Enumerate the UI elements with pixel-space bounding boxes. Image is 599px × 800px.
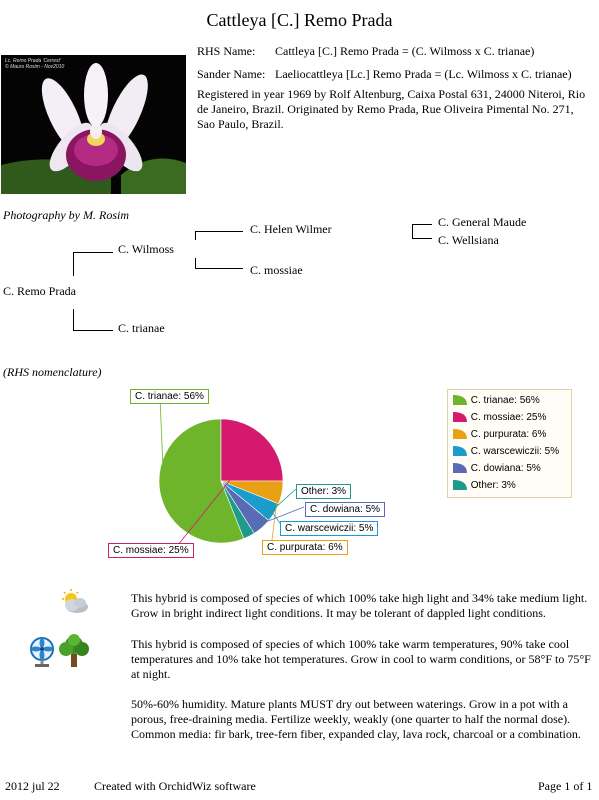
legend-swatch bbox=[452, 394, 468, 406]
legend-swatch bbox=[452, 445, 468, 457]
tree-parent-2: C. trianae bbox=[118, 321, 165, 335]
pie-label-purpurata: C. purpurata: 6% bbox=[262, 540, 348, 555]
legend-item: Other: 3% bbox=[452, 479, 516, 493]
page-title: Cattleya [C.] Remo Prada bbox=[206, 10, 393, 30]
light-description: This hybrid is composed of species of which 100% take high light and 34% take medium light. Grow in bright indirect light conditions. It may be tolerant of dappled light conditions. bbox=[131, 591, 588, 620]
photo-caption: Lc. Remo Prada 'Cerrest' © Mauro Rosim - Nov2010 bbox=[5, 58, 65, 70]
pie-label-mossiae: C. mossiae: 25% bbox=[108, 543, 194, 558]
tree-connector bbox=[412, 224, 432, 225]
sander-name-value: Laeliocattleya [Lc.] Remo Prada = (Lc. Wilmoss x C. trianae) bbox=[275, 67, 572, 81]
tree-connector bbox=[73, 309, 74, 331]
pie-slice-c-mossiae bbox=[221, 419, 283, 481]
fan-icon bbox=[28, 636, 56, 668]
legend-item: C. dowiana: 5% bbox=[452, 462, 541, 476]
partly-cloudy-icon bbox=[59, 588, 91, 616]
chart-legend bbox=[447, 389, 572, 498]
legend-swatch bbox=[452, 428, 468, 440]
tree-connector bbox=[412, 238, 432, 239]
tree-connector bbox=[195, 268, 243, 269]
legend-item: C. warscewiczii: 5% bbox=[452, 445, 559, 459]
legend-item: C. purpurata: 6% bbox=[452, 428, 546, 442]
footer-page-number: Page 1 of 1 bbox=[538, 779, 593, 793]
pie-label-warscewiczii: C. warscewiczii: 5% bbox=[280, 521, 378, 536]
tree-grandparent-1: C. Helen Wilmer bbox=[250, 222, 332, 236]
tree-connector bbox=[195, 231, 196, 240]
tree-grandparent-2: C. mossiae bbox=[250, 263, 303, 277]
legend-item: C. mossiae: 25% bbox=[452, 411, 546, 425]
tree-connector bbox=[73, 252, 113, 253]
tree-connector bbox=[73, 330, 113, 331]
legend-swatch bbox=[452, 411, 468, 423]
orchid-illustration bbox=[1, 55, 186, 194]
tree-root: C. Remo Prada bbox=[3, 284, 76, 298]
pie-label-trianae: C. trianae: 56% bbox=[130, 389, 209, 404]
legend-item: C. trianae: 56% bbox=[452, 394, 540, 408]
tree-connector bbox=[412, 224, 413, 239]
humidity-description: 50%-60% humidity. Mature plants MUST dry out between waterings. Grow in a pot with a porous, free-draining media. Fertilize weekly, weakly (one quarter to half the normal dose). Common media: fir bark, tree-fern fiber, expanded clay, lava rock, charcoal or a combination. bbox=[131, 697, 581, 741]
temperature-description: This hybrid is composed of species of which 100% take warm temperatures, 90% take cool temperatures and 10% take hot temperatures. Grow in cool to warm conditions, or 58°F to 75°F at night. bbox=[131, 637, 591, 681]
orchid-photo bbox=[1, 55, 186, 194]
footer-credit: Created with OrchidWiz software bbox=[94, 779, 256, 793]
legend-swatch bbox=[452, 462, 468, 474]
tree-great-grandparent-1: C. General Maude bbox=[438, 215, 527, 229]
pie-label-dowiana: C. dowiana: 5% bbox=[305, 502, 385, 517]
registration-text: Registered in year 1969 by Rolf Altenburg, Caixa Postal 631, 24000 Niteroi, Rio de Janeiro, Brazil. Originated by Remo Prada, Rue Oliveira Pimental No. 271, Sao Paulo, Brazil. bbox=[197, 87, 586, 131]
sander-name-label: Sander Name: bbox=[197, 67, 266, 81]
footer-date: 2012 jul 22 bbox=[5, 779, 60, 793]
tree-connector bbox=[73, 252, 74, 276]
nomenclature-note: (RHS nomenclature) bbox=[3, 365, 102, 379]
pie-label-other: Other: 3% bbox=[296, 484, 351, 499]
rhs-name-label: RHS Name: bbox=[197, 44, 256, 58]
rhs-name-value: Cattleya [C.] Remo Prada = (C. Wilmoss x C. trianae) bbox=[275, 44, 535, 58]
tree-parent-1: C. Wilmoss bbox=[118, 242, 174, 256]
tree-icon bbox=[58, 634, 90, 668]
tree-connector bbox=[195, 231, 243, 232]
photo-credit: Photography by M. Rosim bbox=[3, 208, 129, 222]
tree-great-grandparent-2: C. Wellsiana bbox=[438, 233, 499, 247]
legend-swatch bbox=[452, 479, 468, 491]
